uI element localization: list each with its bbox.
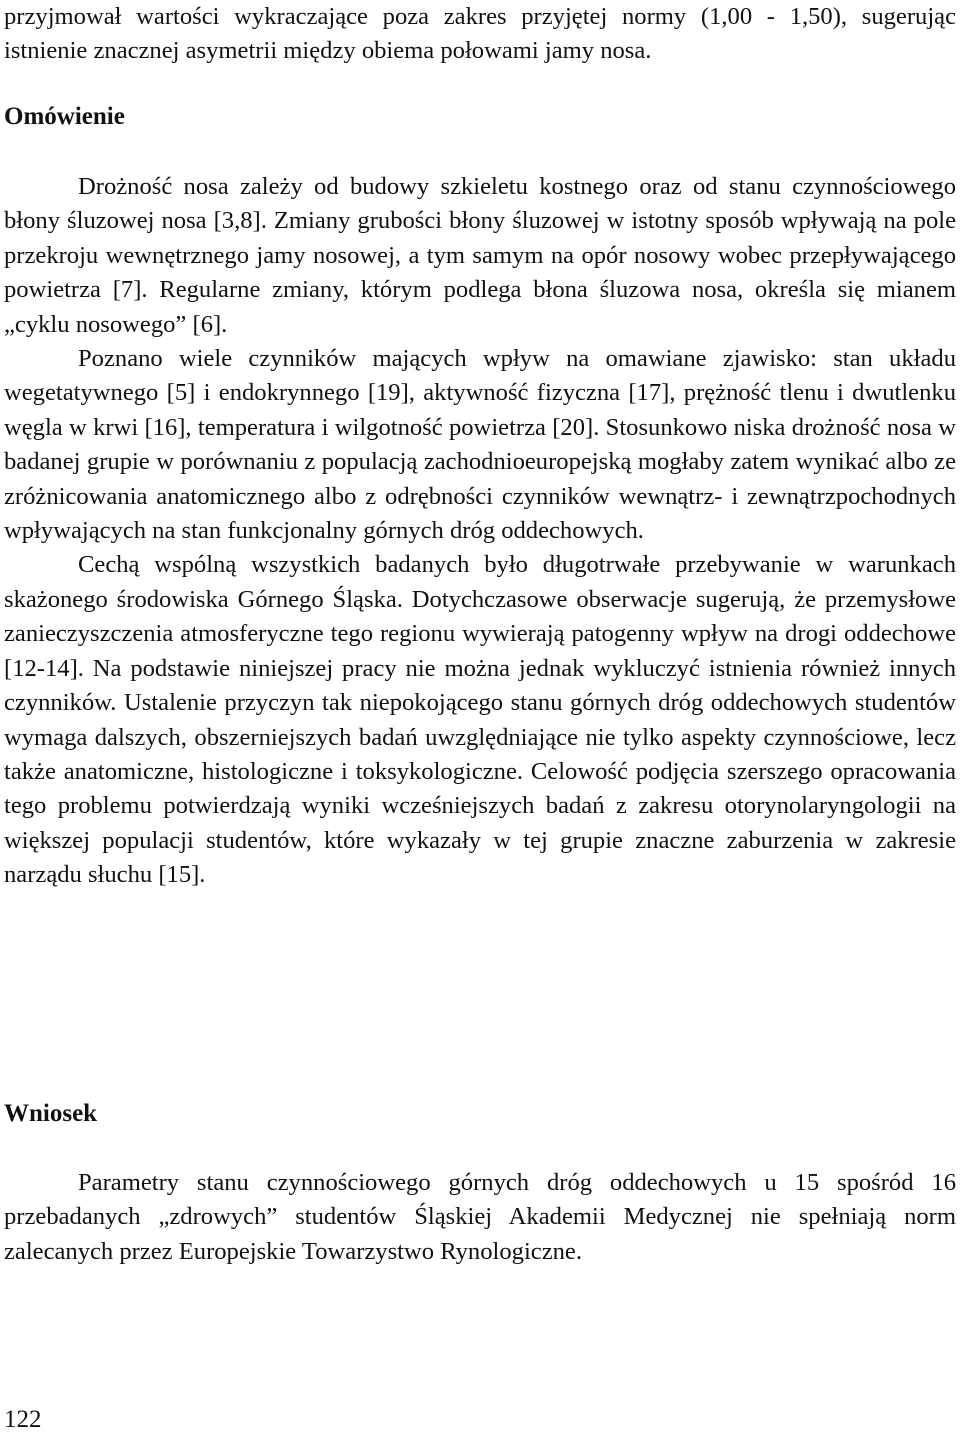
discussion-heading: Omówienie — [4, 103, 125, 130]
discussion-paragraph-3: Cechą wspólną wszystkich badanych było długotrwałe przebywanie w warunkach skażonego środowiska Górnego Śląska. Dotychczasowe obserwacje sugerują, że przemysłowe zanieczyszczenia atmosferyczne tego regionu wywierają patogenny wpływ na drogi oddechowe [12-14]. Na podstawie niniejszej pracy nie można jednak wykluczyć istnienia również innych czynników. Ustalenie przyczyn tak niepokojącego stanu górnych dróg oddechowych studentów wymaga dalszych, obszerniejszych badań uwzględniające nie tylko aspekty czynnościowe, lecz także anatomiczne, histologiczne i toksykologiczne. Celowość podjęcia szerszego opracowania tego problemu potwierdzają wyniki wcześniejszych badań z zakresu otorynolaryngologii na większej populacji studentów, które wykazały w tej grupie znaczne zaburzenia w zakresie narządu słuchu [15]. — [4, 551, 956, 889]
conclusion-paragraph: Parametry stanu czynnościowego górnych dróg oddechowych u 15 spośród 16 przebadanych „zdrowych” studentów Śląskiej Akademii Medycznej nie spełniają norm zalecanych przez Europejskie Towarzystwo Rynologiczne. — [4, 1169, 956, 1265]
discussion-paragraph-1: Drożność nosa zależy od budowy szkieletu kostnego oraz od stanu czynnościowego błony śluzowej nosa [3,8]. Zmiany grubości błony śluzowej w istotny sposób wpływają na pole przekroju wewnętrznego jamy nosowej, a tym samym na opór nosowy wobec przepływającego powietrza [7]. Regularne zmiany, którym podlega błona śluzowa nosa, określa się mianem „cyklu nosowego” [6]. — [4, 173, 956, 338]
page-number: 122 — [4, 1406, 42, 1433]
intro-paragraph: przyjmował wartości wykraczające poza zakres przyjętej normy (1,00 - 1,50), sugerując istnienie znacznej asymetrii między obiema połowami jamy nosa. — [4, 3, 956, 65]
discussion-section — [4, 170, 956, 893]
discussion-paragraph-2: Poznano wiele czynników mających wpływ na omawiane zjawisko: stan układu wegetatywnego [5] i endokrynnego [19], aktywność fizyczna [17], prężność tlenu i dwutlenku węgla w krwi [16], temperatura i wilgotność powietrza [20]. Stosunkowo niska drożność nosa w badanej grupie w porównaniu z populacją zachodnioeuropejską mogłaby zatem wynikać albo ze zróżnicowania anatomicznego albo z odrębności czynników wewnątrz- i zewnątrzpochodnych wpływających na stan funkcjonalny górnych dróg oddechowych. — [4, 345, 956, 545]
conclusion-heading: Wniosek — [4, 1100, 98, 1127]
